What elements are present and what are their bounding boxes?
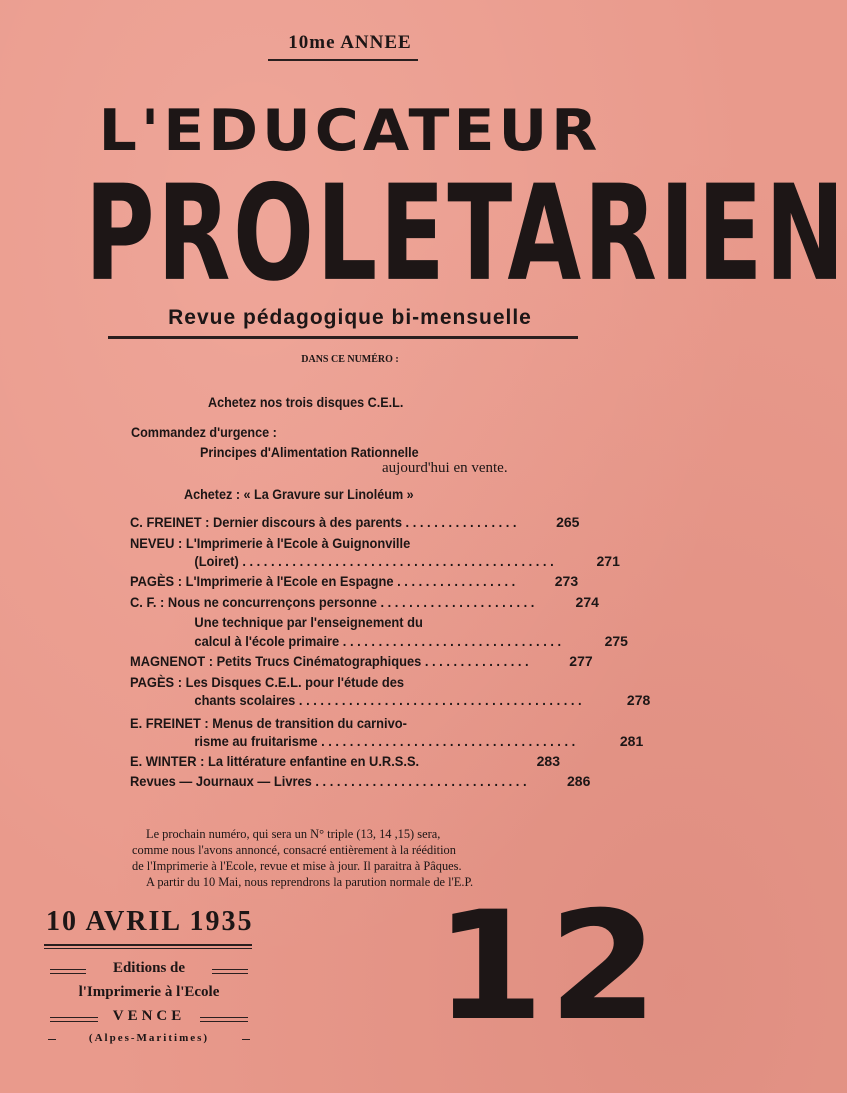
- toc-entry-page: 281: [619, 733, 644, 749]
- publisher-region: (Alpes-Maritimes): [44, 1032, 254, 1044]
- announcement-commandez: Commandez d'urgence :: [131, 424, 277, 440]
- toc-entry-title: E. WINTER : La littérature enfantine en U.R.S.S.: [130, 753, 420, 769]
- toc-entry: [130, 653, 593, 669]
- toc-entry: [130, 614, 560, 630]
- toc-entry-page: 275: [604, 633, 628, 649]
- year-heading: 10me ANNEE: [288, 32, 412, 53]
- toc-entry-title: MAGNENOT : Petits Trucs Cinématographiques . . . . . . . . . . . . . . .: [130, 653, 529, 669]
- toc-entry: [130, 674, 560, 690]
- toc-entry: [130, 514, 580, 530]
- toc-entry-page: 277: [569, 653, 593, 669]
- announcement-gravure: Achetez : « La Gravure sur Linoléum »: [184, 486, 414, 502]
- toc-entry-page: 274: [575, 594, 599, 610]
- subtitle-underline: [108, 336, 578, 339]
- toc-entry-page: 278: [626, 692, 651, 708]
- note-line: Le prochain numéro, qui sera un N° triple (13, 14 ,15) sera,: [146, 827, 441, 841]
- publisher-line2: l'Imprimerie à l'Ecole: [78, 984, 220, 1000]
- toc-entry: [130, 733, 644, 749]
- toc-entry: [130, 535, 560, 551]
- announcement-vente: aujourd'hui en vente.: [382, 460, 508, 476]
- announcement-principes: Principes d'Alimentation Rationnelle: [200, 444, 419, 460]
- toc-entry-page: 283: [536, 753, 560, 769]
- toc-entry-title: calcul à l'école primaire . . . . . . . . . . . . . . . . . . . . . . . . . . . . . . .: [194, 633, 562, 649]
- year-underline: [268, 59, 418, 61]
- issue-date: 10 AVRIL 1935: [46, 906, 254, 937]
- toc-entry-title: C. F. : Nous ne concurrençons personne . . . . . . . . . . . . . . . . . . . . . .: [130, 594, 535, 610]
- masthead-title-line1: L'EDUCATEUR: [98, 97, 602, 165]
- toc-entry: [130, 692, 651, 708]
- toc-entry: [130, 573, 579, 589]
- note-line: de l'Imprimerie à l'Ecole, revue et mise à jour. Il paraitra à Pâques.: [132, 859, 462, 873]
- toc-entry: [130, 633, 628, 649]
- date-rule: [44, 944, 252, 946]
- toc-entry-page: 271: [596, 553, 620, 569]
- toc-entry: [130, 594, 599, 610]
- toc-entry-page: 286: [567, 773, 591, 789]
- masthead-title-line2: PROLETARIEN: [84, 157, 847, 311]
- subtitle: Revue pédagogique bi-mensuelle: [168, 306, 532, 329]
- toc-entry: [130, 715, 560, 731]
- announcement-disques: Achetez nos trois disques C.E.L.: [208, 394, 404, 410]
- note-line: comme nous l'avons annoncé, consacré entièrement à la réédition: [132, 843, 456, 857]
- toc-entry-title: chants scolaires . . . . . . . . . . . . . . . . . . . . . . . . . . . . . . . . . . . . . . . .: [194, 692, 582, 708]
- toc-entry-title: PAGÈS : Les Disques C.E.L. pour l'étude des: [130, 674, 405, 690]
- publisher-city: VENCE: [44, 1008, 254, 1025]
- toc-entry-title: C. FREINET : Dernier discours à des parents . . . . . . . . . . . . . . . .: [130, 514, 517, 530]
- toc-entry-title: Une technique par l'enseignement du: [194, 614, 423, 630]
- toc-entry-page: 273: [554, 573, 579, 589]
- toc-entry-title: PAGÈS : L'Imprimerie à l'Ecole en Espagne . . . . . . . . . . . . . . . . .: [130, 573, 516, 589]
- toc-entry-title: NEVEU : L'Imprimerie à l'Ecole à Guignonville: [130, 535, 411, 551]
- toc-entry-title: E. FREINET : Menus de transition du carnivo-: [130, 715, 407, 731]
- toc-entry: [130, 773, 591, 789]
- toc-entry-page: 265: [556, 514, 580, 530]
- toc-entry: [130, 553, 620, 569]
- date-rule: [44, 948, 252, 949]
- note-line: A partir du 10 Mai, nous reprendrons la parution normale de l'E.P.: [146, 875, 474, 889]
- contents-heading: DANS CE NUMÉRO :: [301, 354, 399, 365]
- publisher-line1: Editions de: [44, 960, 254, 977]
- toc-entry-title: Revues — Journaux — Livres . . . . . . . . . . . . . . . . . . . . . . . . . . . . . .: [130, 773, 527, 789]
- toc-entry-title: (Loiret) . . . . . . . . . . . . . . . . . . . . . . . . . . . . . . . . . . . . . . . . . . . .: [194, 553, 554, 569]
- toc-entry-title: risme au fruitarisme . . . . . . . . . . . . . . . . . . . . . . . . . . . . . . . . . . . .: [194, 733, 576, 749]
- issue-number: 12: [434, 880, 663, 1054]
- toc-entry: [130, 753, 560, 769]
